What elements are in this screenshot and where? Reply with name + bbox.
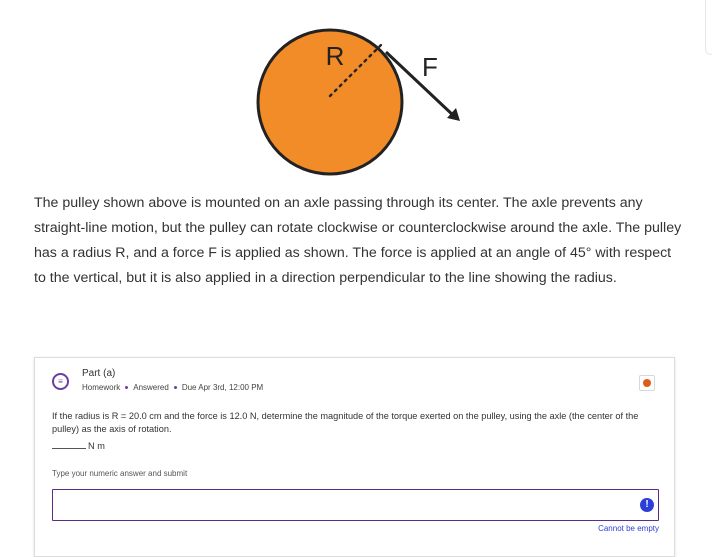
list-icon: ≡ (52, 373, 69, 390)
incorrect-dot-icon[interactable] (639, 375, 655, 391)
problem-statement: The pulley shown above is mounted on an axle passing through its center. The axle prevents any straight-line motion, but the pulley can rotate clockwise or counterclockwise around the axle. The pulley has a radius R, and a force F is applied as shown. The force is applied at an angle of 45° with respect to the vertical, but it is also applied in a direction perpendicular to the line showing the radius. (34, 195, 682, 286)
part-title: Part (a) (82, 368, 116, 379)
radius-label: R (325, 41, 345, 71)
part-a-card (34, 357, 675, 557)
exclamation-icon: ! (640, 498, 654, 512)
input-prompt: Type your numeric answer and submit (52, 469, 188, 478)
validation-message: Cannot be empty (598, 524, 659, 533)
answer-blank (52, 448, 86, 449)
meta-due: Due Apr 3rd, 12:00 PM (181, 383, 264, 392)
pulley-diagram (0, 0, 712, 190)
force-label: F (422, 52, 438, 82)
meta-status: Answered (133, 383, 169, 392)
question-text: If the radius is R = 20.0 cm and the force is 12.0 N, determine the magnitude of the torque exerted on the pulley, using the axle (the center of the pulley) as the axis of rotation. (52, 411, 639, 434)
answer-template (52, 441, 105, 451)
separator-dot-icon (174, 386, 177, 389)
meta-type: Homework (82, 383, 121, 392)
part-meta (82, 383, 263, 392)
separator-dot-icon (125, 386, 128, 389)
answer-input[interactable] (52, 489, 659, 521)
answer-unit: N m (88, 441, 105, 451)
